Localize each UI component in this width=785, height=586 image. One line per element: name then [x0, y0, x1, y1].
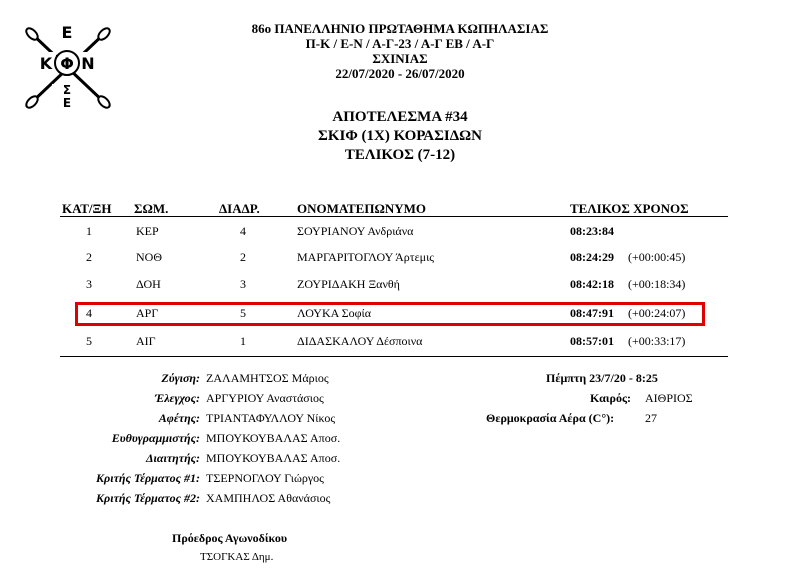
weather-label: Καιρός: — [590, 391, 632, 405]
official-label: Αφέτης: — [158, 411, 200, 425]
result-header — [150, 108, 650, 165]
row-name: ΜΑΡΓΑΡΙΤΟΓΛΟΥ Άρτεμις — [297, 250, 435, 264]
championship-dates: 22/07/2020 - 26/07/2020 — [335, 66, 465, 81]
row-lane: 4 — [240, 224, 246, 238]
row-rank: 5 — [86, 334, 92, 348]
official-value: ΤΣΕΡΝΟΓΛΟΥ Γιώργος — [206, 471, 324, 485]
row-rank: 4 — [86, 306, 92, 320]
row-diff: (+00:18:34) — [628, 277, 686, 291]
row-name: ΛΟΥΚΑ Σοφία — [297, 306, 372, 320]
row-diff: (+00:33:17) — [628, 334, 686, 348]
row-rank: 2 — [86, 250, 92, 264]
row-club: ΝΟΘ — [136, 250, 162, 264]
official-label: Ζύγιση: — [161, 371, 200, 385]
temperature-label: Θερμοκρασία Αέρα (C°): — [486, 411, 615, 425]
logo-letter-right: Ν — [81, 54, 95, 73]
row-lane: 3 — [240, 277, 246, 291]
official-label: Διαιτητής: — [146, 451, 200, 465]
row-time: 08:42:18 — [570, 277, 614, 291]
logo-letter-bottom-2: Ε — [62, 96, 72, 110]
official-value: ΑΡΓΥΡΙΟΥ Αναστάσιος — [206, 391, 324, 405]
row-rank: 3 — [86, 277, 92, 291]
row-diff: (+00:00:45) — [628, 250, 686, 264]
official-value: ΜΠΟΥΚΟΥΒΑΛΑΣ Αποσ. — [206, 431, 341, 445]
official-label: Κριτής Τέρματος #1: — [96, 471, 200, 485]
column-header-lane: ΔΙΑΔΡ. — [219, 201, 260, 216]
official-value: ΧΑΜΠΗΛΟΣ Αθανάσιος — [206, 491, 331, 505]
row-lane: 1 — [240, 334, 246, 348]
official-label: Ευθυγραμμιστής: — [111, 431, 200, 445]
table-bottom-divider — [60, 356, 728, 357]
header-divider — [60, 216, 728, 217]
race-phase: ΤΕΛΙΚΟΣ (7-12) — [344, 147, 456, 163]
column-header-name: ΟΝΟΜΑΤΕΠΩΝΥΜΟ — [297, 201, 427, 216]
row-time: 08:57:01 — [570, 334, 614, 348]
row-diff: (+00:24:07) — [628, 306, 686, 320]
row-club: ΑΙΓ — [136, 334, 156, 348]
logo-letter-top: Ε — [61, 23, 73, 42]
logo-letter-center: Φ — [60, 54, 74, 73]
row-lane: 5 — [240, 306, 246, 320]
row-club: ΔΟΗ — [136, 277, 161, 291]
row-rank: 1 — [86, 224, 92, 238]
rowing-federation-emblem-icon — [22, 18, 112, 110]
column-header-rank: ΚΑΤ/ΞΗ — [62, 201, 112, 216]
official-value: ΤΡΙΑΝΤΑΦΥΛΛΟΥ Νίκος — [206, 411, 336, 425]
event-name: ΣΚΙΦ (1Χ) ΚΟΡΑΣΙΔΩΝ — [318, 128, 482, 144]
row-club: ΑΡΓ — [136, 306, 159, 320]
championship-title: 86ο ΠΑΝΕΛΛΗΝΙΟ ΠΡΩΤΑΘΗΜΑ ΚΩΠΗΛΑΣΙΑΣ — [251, 21, 549, 36]
row-name: ΔΙΔΑΣΚΑΛΟΥ Δέσποινα — [297, 334, 423, 348]
row-time: 08:23:84 — [570, 224, 614, 238]
column-header-time: ΤΕΛΙΚΟΣ ΧΡΟΝΟΣ — [570, 201, 689, 216]
signature-title: Πρόεδρος Αγωνοδίκου — [172, 531, 288, 545]
weather-value: ΑΙΘΡΙΟΣ — [645, 391, 693, 405]
official-label: Έλεγχος: — [154, 391, 200, 405]
official-value: ΜΠΟΥΚΟΥΒΑΛΑΣ Αποσ. — [206, 451, 341, 465]
row-time: 08:24:29 — [570, 250, 614, 264]
championship-categories: Π-Κ / Ε-Ν / Α-Γ-23 / Α-Γ ΕΒ / Α-Γ — [305, 36, 495, 51]
championship-venue: ΣΧΙΝΙΑΣ — [372, 51, 428, 66]
row-lane: 2 — [240, 250, 246, 264]
logo-letter-left: Κ — [39, 54, 53, 73]
row-name: ΣΟΥΡΙΑΝΟΥ Ανδριάνα — [297, 224, 414, 238]
logo-letter-bottom-1: Σ — [62, 83, 72, 97]
result-number: ΑΠΟΤΕΛΕΣΜΑ #34 — [332, 109, 468, 125]
row-club: ΚΕΡ — [136, 224, 159, 238]
federation-logo — [22, 18, 112, 110]
official-value: ΖΑΛΑΜΗΤΣΟΣ Μάριος — [206, 371, 329, 385]
temperature-value: 27 — [645, 411, 657, 425]
row-time: 08:47:91 — [570, 306, 614, 320]
signature-name: ΤΣΟΓΚΑΣ Δημ. — [200, 551, 274, 563]
championship-header — [150, 21, 650, 81]
row-name: ΖΟΥΡΙΔΑΚΗ Ξανθή — [297, 277, 400, 291]
column-header-club: ΣΩΜ. — [134, 201, 169, 216]
official-label: Κριτής Τέρματος #2: — [96, 491, 200, 505]
race-datetime: Πέμπτη 23/7/20 - 8:25 — [546, 371, 658, 385]
